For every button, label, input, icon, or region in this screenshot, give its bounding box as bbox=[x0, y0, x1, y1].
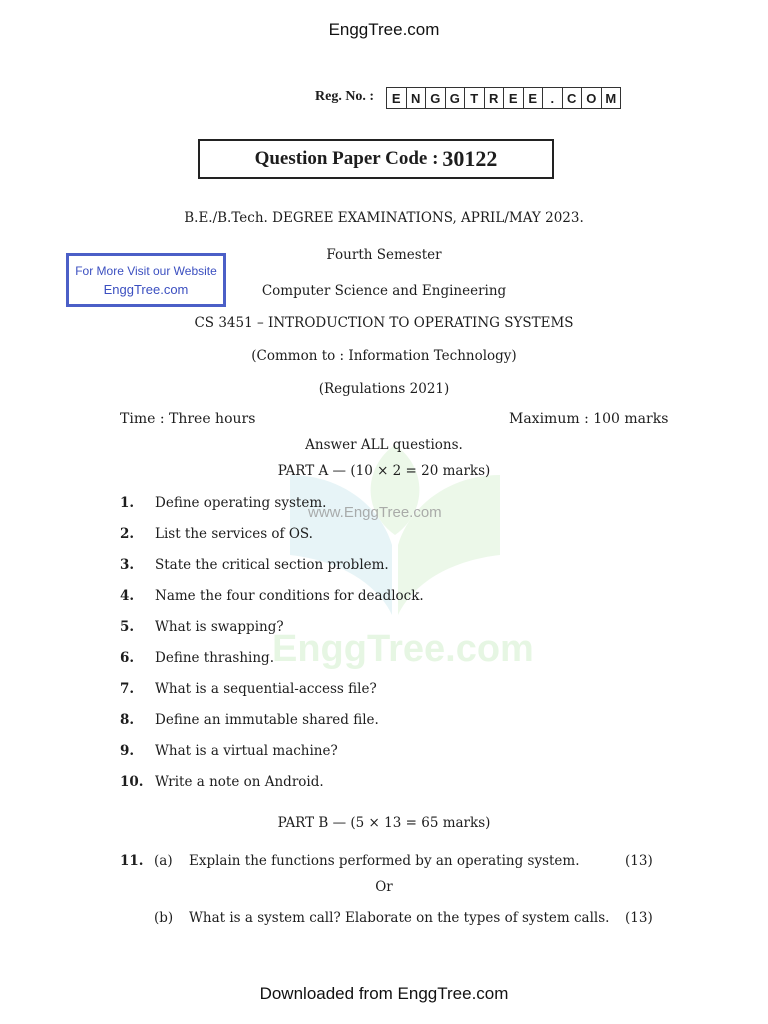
question-number: 3. bbox=[120, 557, 135, 573]
question-text: Define an immutable shared file. bbox=[155, 712, 379, 728]
time-label: Time : Three hours bbox=[120, 411, 256, 427]
reg-box: T bbox=[465, 88, 485, 108]
instruction: Answer ALL questions. bbox=[305, 437, 463, 453]
reg-no-label: Reg. No. : bbox=[315, 89, 375, 104]
promo-line-2: EnggTree.com bbox=[103, 281, 189, 297]
question-number: 5. bbox=[120, 619, 135, 635]
reg-box: E bbox=[387, 88, 407, 108]
question-text: Name the four conditions for deadlock. bbox=[155, 588, 424, 604]
paper-code-label: Question Paper Code : bbox=[254, 148, 439, 169]
part-b-heading: PART B — (5 × 13 = 65 marks) bbox=[277, 815, 491, 831]
reg-box: N bbox=[407, 88, 427, 108]
department: Computer Science and Engineering bbox=[261, 283, 507, 299]
promo-line-1: For More Visit our Website bbox=[75, 263, 217, 278]
question-text: List the services of OS. bbox=[155, 526, 313, 542]
max-marks-label: Maximum : 100 marks bbox=[509, 411, 669, 427]
question-number: 6. bbox=[120, 650, 135, 666]
question-text: State the critical section problem. bbox=[155, 557, 389, 573]
question-text: What is a sequential-access file? bbox=[155, 681, 377, 697]
reg-box: G bbox=[426, 88, 446, 108]
semester: Fourth Semester bbox=[326, 247, 442, 263]
regulations: (Regulations 2021) bbox=[318, 381, 450, 397]
watermark-text: EnggTree.com bbox=[272, 628, 534, 670]
watermark-url: www.EnggTree.com bbox=[308, 504, 442, 521]
question-text: What is a virtual machine? bbox=[155, 743, 338, 759]
reg-box: E bbox=[524, 88, 544, 108]
reg-no-boxes bbox=[386, 87, 621, 109]
question-number: 11. bbox=[120, 853, 144, 869]
sub-question-label: (a) bbox=[154, 853, 173, 869]
marks: (13) bbox=[625, 910, 653, 926]
question-text: Define thrashing. bbox=[155, 650, 274, 666]
question-number: 1. bbox=[120, 495, 135, 511]
question-text: What is a system call? Elaborate on the types of system calls. bbox=[189, 910, 610, 926]
paper-code-value: 30122 bbox=[442, 146, 498, 171]
question-text: What is swapping? bbox=[155, 619, 284, 635]
reg-box: M bbox=[605, 90, 617, 106]
exam-title: B.E./B.Tech. DEGREE EXAMINATIONS, APRIL/MAY 2023. bbox=[184, 210, 584, 226]
reg-box: E bbox=[504, 88, 524, 108]
part-a-heading: PART A — (10 × 2 = 20 marks) bbox=[277, 463, 491, 479]
reg-box: . bbox=[543, 88, 563, 108]
reg-box: R bbox=[485, 88, 505, 108]
site-footer: Downloaded from EnggTree.com bbox=[259, 984, 509, 1003]
or-separator: Or bbox=[375, 879, 393, 895]
question-text: Write a note on Android. bbox=[155, 774, 324, 790]
reg-box: C bbox=[563, 88, 583, 108]
question-number: 4. bbox=[120, 588, 135, 604]
question-text: Define operating system. bbox=[155, 495, 327, 511]
sub-question-label: (b) bbox=[154, 910, 174, 926]
promo-website-box[interactable] bbox=[66, 253, 226, 307]
question-number: 10. bbox=[120, 774, 144, 790]
marks: (13) bbox=[625, 853, 653, 869]
reg-box: G bbox=[446, 88, 466, 108]
site-header: EnggTree.com bbox=[328, 20, 440, 39]
common-to: (Common to : Information Technology) bbox=[251, 348, 517, 364]
question-number: 9. bbox=[120, 743, 135, 759]
question-paper-code-box bbox=[198, 139, 554, 179]
reg-box: O bbox=[582, 88, 602, 108]
question-text: Explain the functions performed by an operating system. bbox=[189, 853, 580, 869]
question-number: 8. bbox=[120, 712, 135, 728]
question-number: 2. bbox=[120, 526, 135, 542]
subject: CS 3451 – INTRODUCTION TO OPERATING SYSTEMS bbox=[194, 315, 574, 331]
question-number: 7. bbox=[120, 681, 135, 697]
